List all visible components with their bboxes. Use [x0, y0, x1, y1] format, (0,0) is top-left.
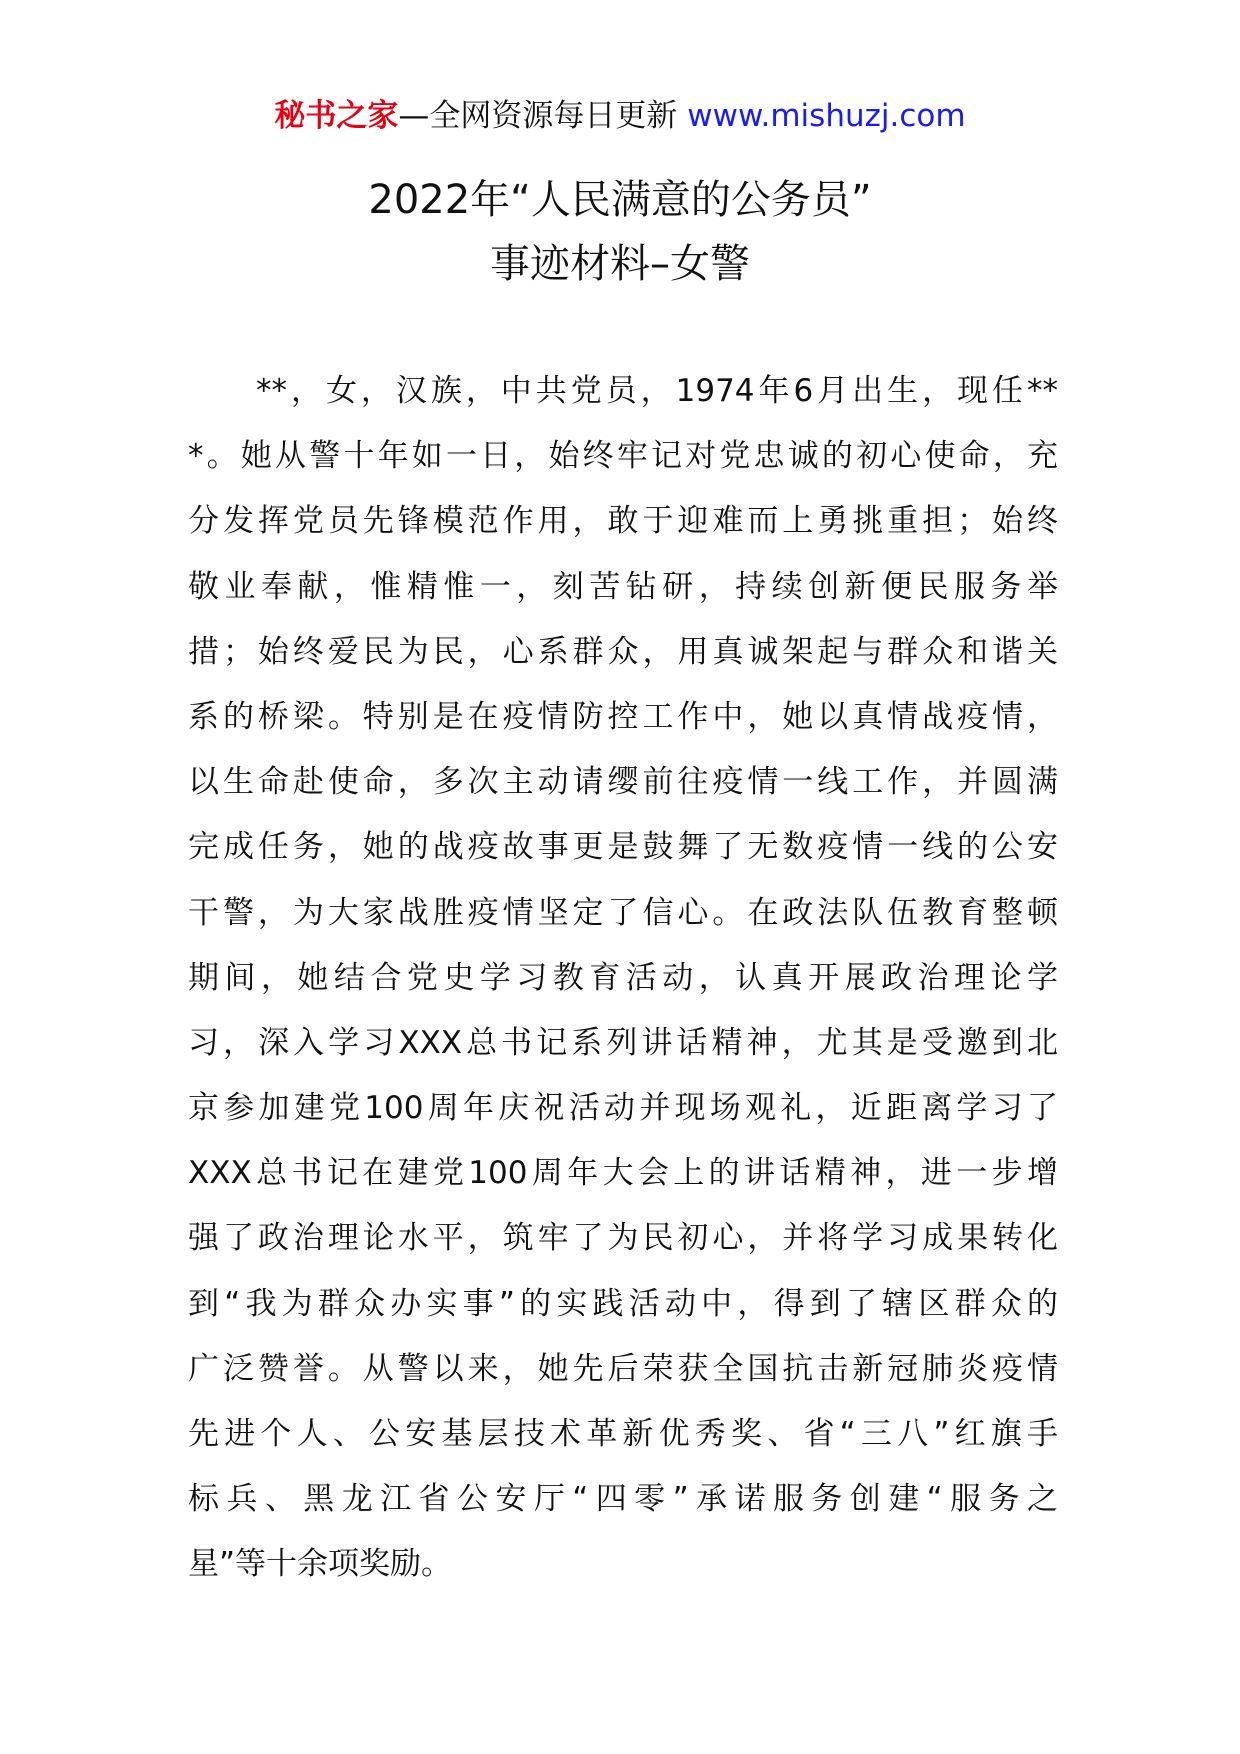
site-header — [0, 96, 1240, 136]
body-line: 先进个人、公安基层技术革新优秀奖、省“三八”红旗手 — [188, 1416, 1058, 1452]
body-line: XXX总书记在建党100周年大会上的讲话精神，进一步增 — [188, 1155, 1058, 1192]
body-line: 敬业奉献，惟精惟一，刻苦钻研，持续创新便民服务举 — [188, 568, 1058, 605]
title-line-1: 2022年“人民满意的公务员” — [368, 177, 872, 223]
header-slogan: —全网资源每日更新 — [398, 98, 688, 134]
body-line: 期间，她结合党史学习教育活动，认真开展政治理论学 — [188, 959, 1058, 996]
body-line: 完成任务，她的战疫故事更是鼓舞了无数疫情一线的公安 — [188, 829, 1058, 866]
title-line-2: 事迹材料–女警 — [490, 241, 750, 287]
body-line: 习，深入学习XXX总书记系列讲话精神，尤其是受邀到北 — [188, 1024, 1058, 1061]
brand-name: 秘书之家 — [274, 98, 399, 134]
body-line: **，女，汉族，中共党员，1974年6月出生，现任** — [256, 373, 1058, 409]
body-line: 分发挥党员先锋模范作用，敢于迎难而上勇挑重担；始终 — [188, 503, 1058, 540]
body-line: 广泛赞誉。从警以来，她先后荣获全国抗击新冠肺炎疫情 — [188, 1350, 1058, 1387]
body-line: 京参加建党100周年庆祝活动并现场观礼，近距离学习了 — [188, 1090, 1058, 1127]
body-line: 标兵、黑龙江省公安厅“四零”承诺服务创建“服务之 — [188, 1481, 1058, 1518]
body-line: 以生命赴使命，多次主动请缨前往疫情一线工作，并圆满 — [188, 764, 1058, 801]
document-title — [0, 168, 1240, 296]
body-line: 干警，为大家战胜疫情坚定了信心。在政法队伍教育整顿 — [188, 894, 1058, 931]
body-line: 系的桥梁。特别是在疫情防控工作中，她以真情战疫情， — [188, 698, 1058, 735]
body-line: 强了政治理论水平，筑牢了为民初心，并将学习成果转化 — [188, 1220, 1058, 1257]
body-paragraph — [188, 359, 1058, 1598]
site-url-link[interactable]: www.mishuzj.com — [687, 98, 966, 134]
body-line: *。她从警十年如一日，始终牢记对党忠诚的初心使命，充 — [188, 438, 1058, 475]
body-line: 措；始终爱民为民，心系群众，用真诚架起与群众和谐关 — [188, 633, 1058, 670]
body-line: 星”等十余项奖励。 — [188, 1546, 453, 1583]
body-line: 到“我为群众办实事”的实践活动中，得到了辖区群众的 — [188, 1285, 1058, 1322]
